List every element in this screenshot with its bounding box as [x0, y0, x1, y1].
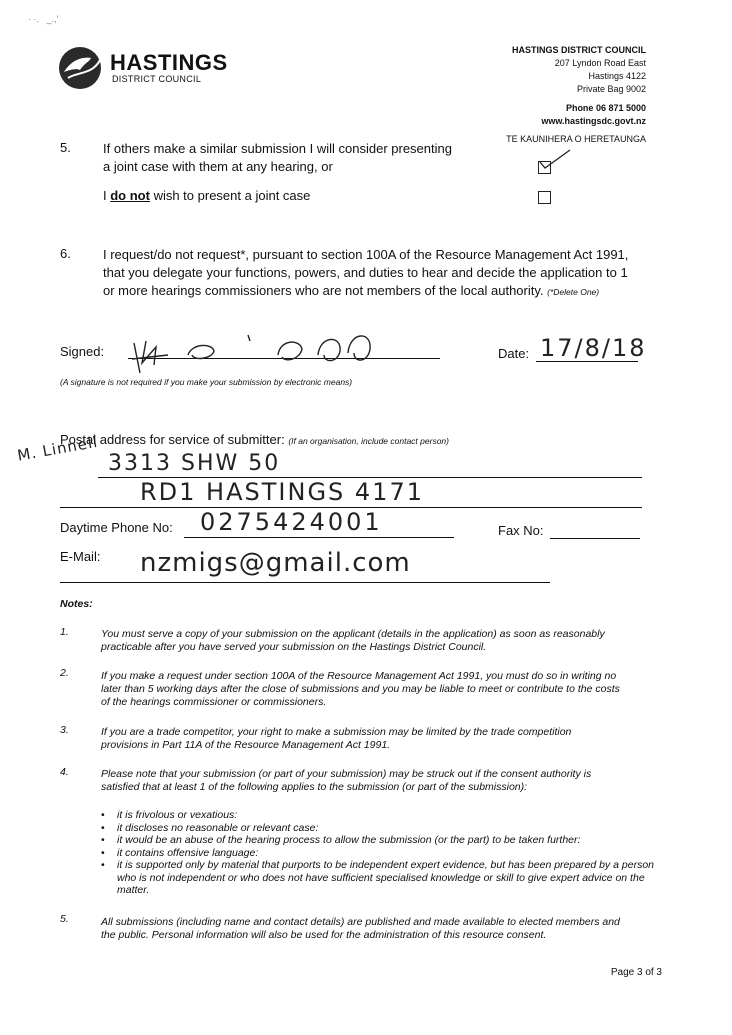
signature-note: (A signature is not required if you make your submission by electronic means) [60, 377, 353, 387]
note2-text [101, 670, 661, 709]
item5-option1-line1: If others make a similar submission I will consider presenting [103, 141, 452, 156]
note1-text [101, 628, 661, 654]
council-web: www.hastingsdc.govt.nz [541, 116, 646, 126]
note2-line1: If you make a request under section 100A of the Resource Management Act 1991, you must do so in writing no [101, 670, 617, 682]
council-maori-name: TE KAUNIHERA O HERETAUNGA [506, 134, 646, 144]
postal-address-line2: RD1 HASTINGS 4171 [140, 478, 424, 506]
date-label: Date: [498, 346, 530, 361]
note3-number: 3. [60, 724, 69, 736]
note4-line2: satisfied that at least 1 of the following applies to the submission (or part of the submission): [101, 781, 528, 793]
postal-address-label [60, 431, 449, 450]
page-number: Page 3 of 3 [610, 967, 662, 978]
delete-one-note: (*Delete One) [547, 287, 600, 297]
council-street: 207 Lyndon Road East [554, 58, 646, 68]
note2-line3: of the hearings commissioner or commissioners. [101, 696, 327, 708]
list-item: • it is supported only by material that purports to be independent expert evidence, but has been prepared by a person who is not independent or who does not have sufficient specialised knowledge or skill to give expert advice on the matter. [101, 859, 657, 897]
notes-heading: Notes: [60, 598, 93, 610]
note5-line2: the public. Personal information will also be used for the administration of this resource consent. [101, 929, 547, 941]
no-joint-case-checkbox[interactable] [538, 191, 551, 204]
logo-name: HASTINGS [110, 50, 228, 75]
note4-line1: Please note that your submission (or part of your submission) may be struck out if the consent authority is [101, 768, 592, 780]
list-item: • it discloses no reasonable or relevant case: [101, 822, 657, 835]
note4-bullet-list [101, 809, 657, 897]
item6-line1: I request/do not request*, pursuant to section 100A of the Resource Management Act 1991, [103, 247, 629, 262]
item6-line3: or more hearings commissioners who are not members of the local authority. [103, 283, 544, 298]
email-value: nzmigs@gmail.com [140, 548, 411, 578]
note3-line1: If you are a trade competitor, your right to make a submission may be limited by the trade competition [101, 726, 572, 738]
council-bag: Private Bag 9002 [576, 84, 646, 94]
check-mark-icon [536, 146, 576, 172]
item5-option1-line2: a joint case with them at any hearing, or [103, 159, 333, 174]
phone-line [184, 537, 454, 538]
item6-line2: that you delegate your functions, powers, and duties to hear and decide the application to 1 [103, 265, 628, 280]
council-name: HASTINGS DISTRICT COUNCIL [512, 45, 646, 55]
fax-label: Fax No: [498, 523, 544, 538]
council-city: Hastings 4122 [588, 71, 646, 81]
list-item: • it would be an abuse of the hearing process to allow the submission (or the part) to be taken further: [101, 834, 657, 847]
item5-option1 [103, 140, 503, 176]
signature-scribble [128, 325, 388, 385]
item5-option2-emph: do not [110, 188, 150, 203]
fax-line [550, 538, 640, 539]
scan-specks: · ·. _.,' [28, 14, 59, 24]
note3-line2: provisions in Part 11A of the Resource Management Act 1991. [101, 739, 391, 751]
date-value: 17/8/18 [540, 334, 647, 362]
postal-address-line1: 3313 SHW 50 [108, 451, 281, 476]
phone-label: Daytime Phone No: [60, 520, 173, 535]
council-logo [58, 44, 238, 94]
margin-name: M. Linnell [16, 432, 100, 465]
item5-option2 [103, 187, 310, 205]
note3-text [101, 726, 661, 752]
council-phone: Phone 06 871 5000 [565, 103, 646, 113]
logo-subtitle: DISTRICT COUNCIL [112, 74, 202, 84]
note5-number: 5. [60, 913, 69, 925]
list-item: • it contains offensive language: [101, 847, 657, 860]
council-address [426, 44, 646, 128]
postal-note: (If an organisation, include contact person) [288, 436, 449, 446]
item5-option2-pre: I [103, 188, 111, 203]
signed-label: Signed: [60, 344, 105, 359]
email-line [60, 582, 550, 583]
note1-number: 1. [60, 626, 69, 638]
phone-value: 0275424001 [200, 508, 383, 536]
note2-number: 2. [60, 667, 69, 679]
note5-text [101, 916, 661, 942]
item6-number: 6. [60, 246, 71, 261]
note2-line2: later than 5 working days after the close of submissions and you may be liable to meet or contribute to the costs [101, 683, 620, 695]
item6-text [103, 246, 683, 301]
list-item: • it is frivolous or vexatious: [101, 809, 657, 822]
note4-number: 4. [60, 766, 69, 778]
note1-line1: You must serve a copy of your submission on the applicant (details in the application) as soon as reasonably [101, 628, 605, 640]
postal-label-text: Postal address for service of submitter: [60, 432, 285, 447]
email-label: E-Mail: [60, 549, 101, 564]
note4-text [101, 768, 661, 794]
item5-number: 5. [60, 140, 71, 155]
note5-line1: All submissions (including name and contact details) are published and made available to elected members and [101, 916, 620, 928]
note1-line2: practicable after you have served your submission on the Hastings District Council. [101, 641, 487, 653]
item5-option2-post: wish to present a joint case [149, 188, 311, 203]
hastings-logo-icon [58, 44, 106, 92]
